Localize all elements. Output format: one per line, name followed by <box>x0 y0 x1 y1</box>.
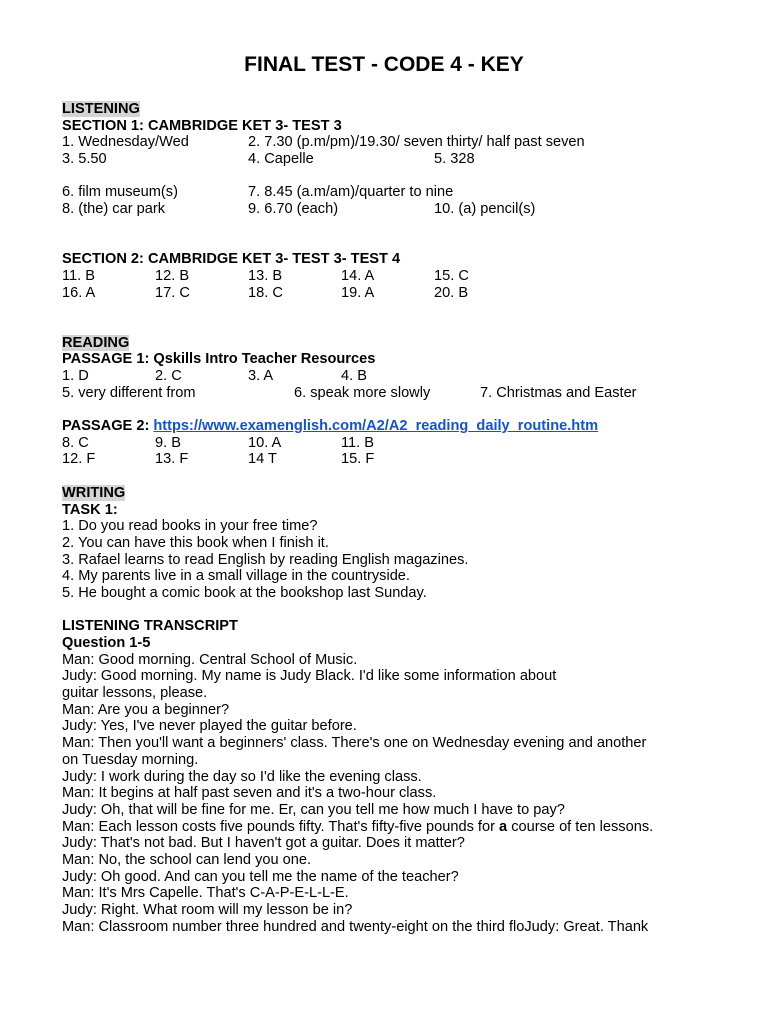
writing-sentence: 3. Rafael learns to read English by reading English magazines. <box>62 551 469 568</box>
answer-7: 7. 8.45 (a.m/am)/quarter to nine <box>248 184 454 201</box>
transcript-line: Judy: Right. What room will my lesson be in? <box>62 902 353 918</box>
writing-heading: WRITING <box>62 484 126 501</box>
reading-answer-7: 7. Christmas and Easter <box>480 384 637 401</box>
question-heading: Question 1-5 <box>62 635 151 651</box>
answer-17: 17. C <box>155 284 190 301</box>
reading-answer-1: 1. D <box>62 368 89 384</box>
reading-answer-4: 4. B <box>341 368 367 384</box>
writing-sentence: 1. Do you read books in your free time? <box>62 518 318 535</box>
section2-heading: SECTION 2: CAMBRIDGE KET 3- TEST 3- TEST 4 <box>62 251 401 268</box>
answer-6: 6. film museum(s) <box>62 184 178 201</box>
reading-answer-3: 3. A <box>248 368 274 384</box>
writing-sentence: 4. My parents live in a small village in the countryside. <box>62 568 410 585</box>
reading-answer-6: 6. speak more slowly <box>294 384 431 401</box>
transcript-line: Judy: Oh good. And can you tell me the name of the teacher? <box>62 868 459 885</box>
transcript-line: Judy: I work during the day so I'd like the evening class. <box>62 768 422 785</box>
passage2-heading <box>62 418 722 435</box>
section1-heading: SECTION 1: CAMBRIDGE KET 3- TEST 3 <box>62 117 342 134</box>
transcript-line <box>62 819 722 836</box>
answer-row <box>62 285 722 302</box>
transcript-line: Man: Then you'll want a beginners' class. There's one on Wednesday evening and another <box>62 735 647 752</box>
transcript-line: Man: Are you a beginner? <box>62 701 230 718</box>
transcript-line: Judy: That's not bad. But I haven't got a guitar. Does it matter? <box>62 835 465 852</box>
reading-answer-8: 8. C <box>62 434 89 451</box>
transcript-line: Man: No, the school can lend you one. <box>62 851 312 868</box>
reading-heading: READING <box>62 334 130 351</box>
answer-row <box>62 151 722 168</box>
answer-13: 13. B <box>248 267 283 284</box>
transcript-line: Judy: Oh, that will be fine for me. Er, can you tell me how much I have to pay? <box>62 801 565 818</box>
document-body <box>62 101 722 935</box>
passage2-label: PASSAGE 2: <box>62 418 154 435</box>
reading-answer-14: 14 T <box>248 451 277 468</box>
transcript-text: Man: Each lesson costs five pounds fifty. That's fifty-five pounds for <box>62 818 500 835</box>
transcript-line: on Tuesday morning. <box>62 751 199 768</box>
answer-20: 20. B <box>434 284 469 301</box>
answer-row <box>62 368 722 385</box>
answer-row <box>62 385 722 402</box>
answer-3: 3. 5.50 <box>62 151 107 168</box>
answer-row <box>62 134 722 151</box>
writing-sentence: 2. You can have this book when I finish it. <box>62 534 329 551</box>
answer-row <box>62 184 722 201</box>
transcript-line: Man: Classroom number three hundred and twenty-eight on the third floJudy: Great. Thank <box>62 918 649 935</box>
answer-9: 9. 6.70 (each) <box>248 201 339 218</box>
answer-11: 11. B <box>62 267 95 284</box>
task-heading: TASK 1: <box>62 501 118 518</box>
reading-answer-5: 5. very different from <box>62 384 196 401</box>
reading-answer-10: 10. A <box>248 434 282 451</box>
answer-1: 1. Wednesday/Wed <box>62 134 189 151</box>
answer-15: 15. C <box>434 267 469 284</box>
passage1-heading: PASSAGE 1: Qskills Intro Teacher Resources <box>62 351 376 368</box>
writing-sentence: 5. He bought a comic book at the bookshop last Sunday. <box>62 584 427 601</box>
answer-4: 4. Capelle <box>248 151 314 168</box>
answer-12: 12. B <box>155 267 190 284</box>
reading-answer-12: 12. F <box>62 451 96 468</box>
answer-2: 2. 7.30 (p.m/pm)/19.30/ seven thirty/ half past seven <box>248 134 585 151</box>
transcript-heading: LISTENING TRANSCRIPT <box>62 618 238 635</box>
answer-row <box>62 268 722 285</box>
answer-8: 8. (the) car park <box>62 201 166 218</box>
reading-answer-15: 15. F <box>341 451 375 468</box>
answer-14: 14. A <box>341 267 375 284</box>
answer-row <box>62 201 722 218</box>
answer-row <box>62 451 722 468</box>
transcript-line: Man: Good morning. Central School of Music. <box>62 651 358 668</box>
answer-10: 10. (a) pencil(s) <box>434 201 536 218</box>
answer-5: 5. 328 <box>434 151 475 168</box>
transcript-line: Judy: Yes, I've never played the guitar before. <box>62 718 357 735</box>
listening-heading: LISTENING <box>62 101 140 117</box>
reading-answer-2: 2. C <box>155 368 182 384</box>
answer-16: 16. A <box>62 284 96 301</box>
reading-answer-11: 11. B <box>341 434 374 451</box>
answer-row <box>62 435 722 452</box>
answer-19: 19. A <box>341 284 375 301</box>
transcript-bold-word: a <box>499 818 508 835</box>
reading-answer-13: 13. F <box>155 451 189 468</box>
page-title: FINAL TEST - CODE 4 - KEY <box>244 53 524 76</box>
reading-answer-9: 9. B <box>155 434 181 451</box>
transcript-text: course of ten lessons. <box>507 818 654 835</box>
passage2-link[interactable]: https://www.examenglish.com/A2/A2_reading_daily_routine.htm <box>153 418 599 435</box>
transcript-line: Man: It's Mrs Capelle. That's C-A-P-E-L-L-E. <box>62 885 349 902</box>
transcript-line: Man: It begins at half past seven and it's a two-hour class. <box>62 785 437 802</box>
transcript-line: guitar lessons, please. <box>62 685 208 702</box>
answer-18: 18. C <box>248 284 283 301</box>
transcript-line: Judy: Good morning. My name is Judy Black. I'd like some information about <box>62 668 557 685</box>
